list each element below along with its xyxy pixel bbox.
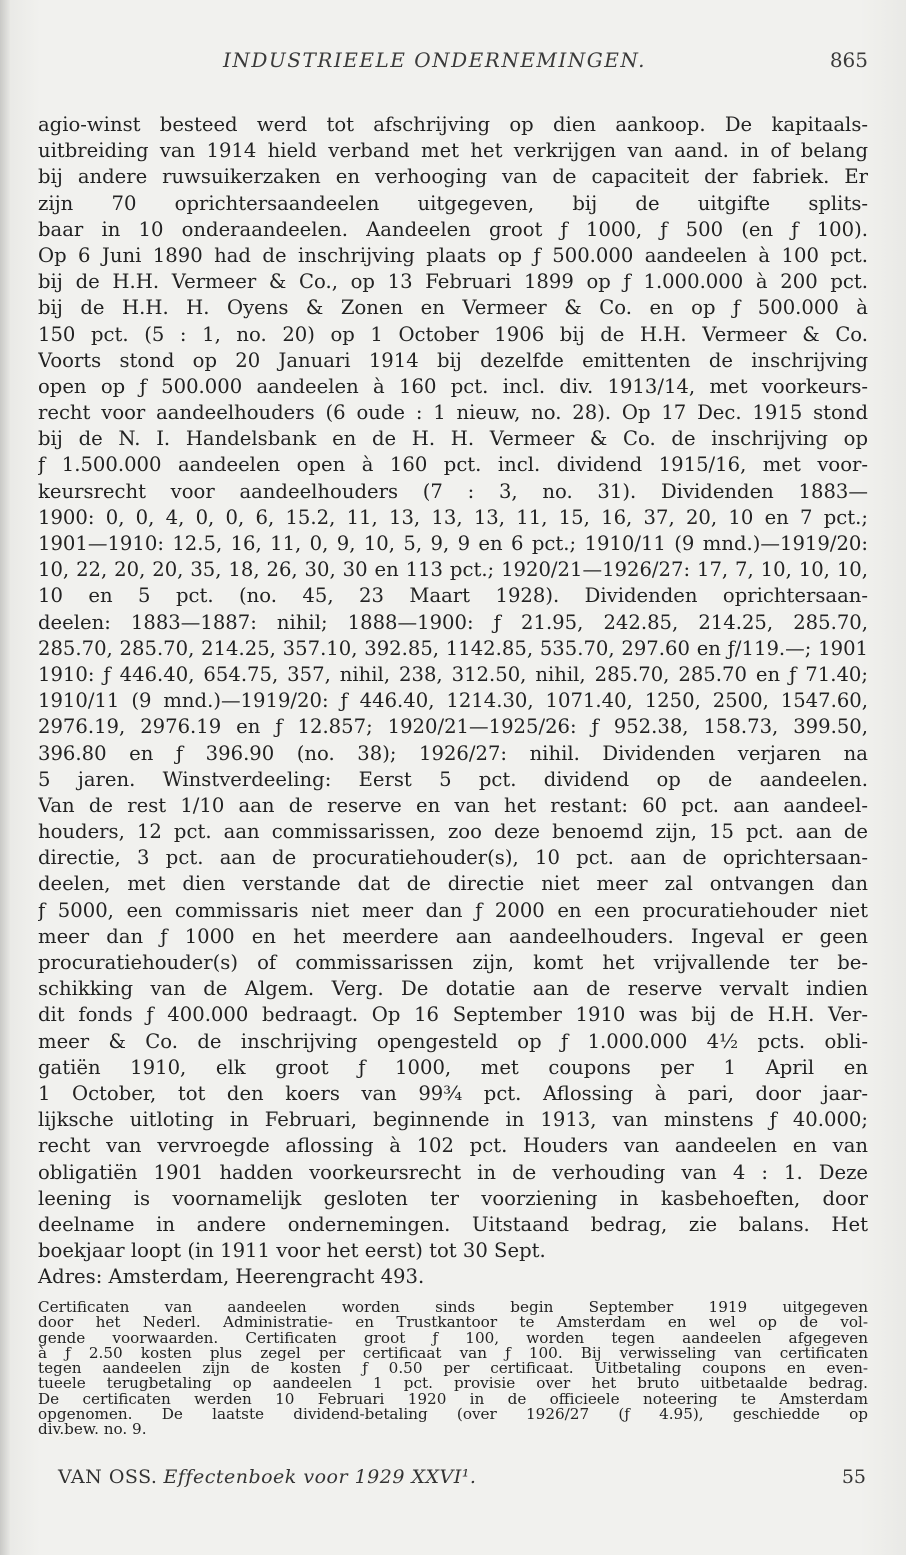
body-line: meer & Co. de inschrijving opengesteld op ƒ 1.000.000 4½ pcts. obli- xyxy=(38,1029,868,1053)
page-header xyxy=(38,48,868,76)
body-line: Voorts stond op 20 Januari 1914 bij dezelfde emittenten de inschrijving xyxy=(38,348,868,372)
body-line: bij de N. I. Handelsbank en de H. H. Vermeer & Co. de inschrijving op xyxy=(38,427,868,451)
note-line: tegen aandeelen zijn de kosten ƒ 0.50 per certificaat. Uitbetaling coupons en even- xyxy=(38,1361,868,1377)
body-line: 1 October, tot den koers van 99¾ pct. Aflossing à pari, door jaar- xyxy=(38,1081,868,1105)
body-line: 396.80 en ƒ 396.90 (no. 38); 1926/27: nihil. Dividenden verjaren na xyxy=(38,741,868,765)
body-line: ƒ 5000, een commissaris niet meer dan ƒ 2000 en een procuratiehouder niet xyxy=(38,898,868,922)
body-line: 1910/11 (9 mnd.)—1919/20: ƒ 446.40, 1214.30, 1071.40, 1250, 2500, 1547.60, xyxy=(38,689,868,713)
page-number: 865 xyxy=(829,48,868,72)
body-line: recht van vervroegde aflossing à 102 pct. Houders van aandeelen en van xyxy=(38,1134,868,1158)
body-line: bij de H.H. Vermeer & Co., op 13 Februari 1899 op ƒ 1.000.000 à 200 pct. xyxy=(38,270,868,294)
body-line: boekjaar loopt (in 1911 voor het eerst) tot 30 Sept. xyxy=(38,1239,546,1263)
body-line: zijn 70 oprichtersaandeelen uitgegeven, bij de uitgifte splits- xyxy=(38,191,868,215)
body-line: baar in 10 onderaandeelen. Aandeelen groot ƒ 1000, ƒ 500 (en ƒ 100). xyxy=(38,217,868,241)
footer-book-title: Effectenboek voor 1929 XXVI¹. xyxy=(163,1466,477,1488)
body-line: meer dan ƒ 1000 en het meerdere aan aandeelhouders. Ingeval er geen xyxy=(38,924,868,948)
body-line: gatiën 1910, elk groot ƒ 1000, met coupons per 1 April en xyxy=(38,1055,868,1079)
body-line: deelen: 1883—1887: nihil; 1888—1900: ƒ 21.95, 242.85, 214.25, 285.70, xyxy=(38,610,868,634)
body-line: deelname in andere ondernemingen. Uitstaand bedrag, zie balans. Het xyxy=(38,1212,868,1236)
body-line: 150 pct. (5 : 1, no. 20) op 1 October 1906 bij de H.H. Vermeer & Co. xyxy=(38,322,868,346)
body-line: 2976.19, 2976.19 en ƒ 12.857; 1920/21—1925/26: ƒ 952.38, 158.73, 399.50, xyxy=(38,715,868,739)
body-line: leening is voornamelijk gesloten ter voorziening in kasbehoeften, door xyxy=(38,1186,868,1210)
body-line: dit fonds ƒ 400.000 bedraagt. Op 16 September 1910 was bij de H.H. Ver- xyxy=(38,1003,868,1027)
note-line: opgenomen. De laatste dividend-betaling (over 1926/27 (ƒ 4.95), geschiedde op xyxy=(38,1407,868,1423)
body-line: 1910: ƒ 446.40, 654.75, 357, nihil, 238, 312.50, nihil, 285.70, 285.70 en ƒ 71.40; xyxy=(38,662,868,686)
body-line: uitbreiding van 1914 hield verband met het verkrijgen van aand. in of belang xyxy=(38,139,868,163)
note-line: De certificaten werden 10 Februari 1920 in de officieele noteering te Amsterdam xyxy=(38,1391,868,1408)
body-line: 5 jaren. Winstverdeeling: Eerst 5 pct. dividend op de aandeelen. xyxy=(38,767,868,791)
body-line: bij andere ruwsuikerzaken en verhooging van de capaciteit der fabriek. Er xyxy=(38,165,868,189)
body-line: Van de rest 1/10 aan de reserve en van het restant: 60 pct. aan aandeel- xyxy=(38,793,868,817)
note-line: Certificaten van aandeelen worden sinds begin September 1919 uitgegeven xyxy=(38,1300,868,1316)
body-line: Adres: Amsterdam, Heerengracht 493. xyxy=(38,1265,425,1289)
body-line: schikking van de Algem. Verg. De dotatie aan de reserve vervalt indien xyxy=(38,977,868,1001)
body-line: bij de H.H. H. Oyens & Zonen en Vermeer & Co. en op ƒ 500.000 à xyxy=(38,296,868,320)
body-line: procuratiehouder(s) of commissarissen zijn, komt het vrijvallende ter be- xyxy=(38,951,868,974)
body-line: 10 en 5 pct. (no. 45, 23 Maart 1928). Dividenden oprichtersaan- xyxy=(38,584,868,608)
page-footer xyxy=(58,1466,866,1494)
body-line: ƒ 1.500.000 aandeelen open à 160 pct. incl. dividend 1915/16, met voor- xyxy=(38,453,868,477)
body-line: obligatiën 1901 hadden voorkeursrecht in de verhouding van 4 : 1. Deze xyxy=(38,1160,868,1184)
note-line: gende voorwaarden. Certificaten groot ƒ 100, worden tegen aandeelen afgegeven xyxy=(38,1330,868,1346)
body-line: agio-winst besteed werd tot afschrijving op dien aankoop. De kapitaals- xyxy=(38,113,868,136)
body-line: directie, 3 pct. aan de procuratiehouder(s), 10 pct. aan de oprichtersaan- xyxy=(38,846,868,870)
body-line: 1901—1910: 12.5, 16, 11, 0, 9, 10, 5, 9, 9 en 6 pct.; 1910/11 (9 mnd.)—1919/20: xyxy=(38,532,868,555)
certificate-note xyxy=(38,1300,868,1438)
body-line: keursrecht voor aandeelhouders (7 : 3, no. 31). Dividenden 1883— xyxy=(38,479,868,503)
footer-source xyxy=(58,1466,476,1488)
body-line: lijksche uitloting in Februari, beginnende in 1913, van minstens ƒ 40.000; xyxy=(38,1108,868,1132)
body-line: recht voor aandeelhouders (6 oude : 1 nieuw, no. 28). Op 17 Dec. 1915 stond xyxy=(38,401,868,425)
body-line: 10, 22, 20, 20, 35, 18, 26, 30, 30 en 113 pct.; 1920/21—1926/27: 17, 7, 10, 10, 10, xyxy=(38,558,868,582)
signature-mark: 55 xyxy=(841,1466,866,1488)
note-line: à ƒ 2.50 kosten plus zegel per certificaat van ƒ 100. Bij verwisseling van certificaten xyxy=(38,1345,868,1362)
footer-author: VAN OSS. xyxy=(58,1466,158,1488)
body-line: 1900: 0, 0, 4, 0, 0, 6, 15.2, 11, 13, 13, 13, 11, 15, 16, 37, 20, 10 en 7 pct.; xyxy=(38,505,868,529)
running-title: INDUSTRIEELE ONDERNEMINGEN. xyxy=(223,48,646,72)
body-line: deelen, met dien verstande dat de directie niet meer zal ontvangen dan xyxy=(38,872,868,896)
body-line: houders, 12 pct. aan commissarissen, zoo deze benoemd zijn, 15 pct. aan de xyxy=(38,820,868,844)
body-line: Op 6 Juni 1890 had de inschrijving plaats op ƒ 500.000 aandeelen à 100 pct. xyxy=(38,243,868,267)
note-line: door het Nederl. Administratie- en Trustkantoor te Amsterdam en wel op de vol- xyxy=(38,1315,868,1331)
note-line: div.bew. no. 9. xyxy=(38,1420,147,1439)
page-spine-shadow xyxy=(0,0,10,1555)
body-line: open op ƒ 500.000 aandeelen à 160 pct. incl. div. 1913/14, met voorkeurs- xyxy=(38,374,868,398)
body-text xyxy=(38,112,868,1290)
body-line: 285.70, 285.70, 214.25, 357.10, 392.85, 1142.85, 535.70, 297.60 en ƒ/119.—; 1901 xyxy=(38,636,868,660)
note-line: tueele terugbetaling op aandeelen 1 pct. provisie over het bruto uitbetaalde bedrag. xyxy=(38,1376,868,1392)
